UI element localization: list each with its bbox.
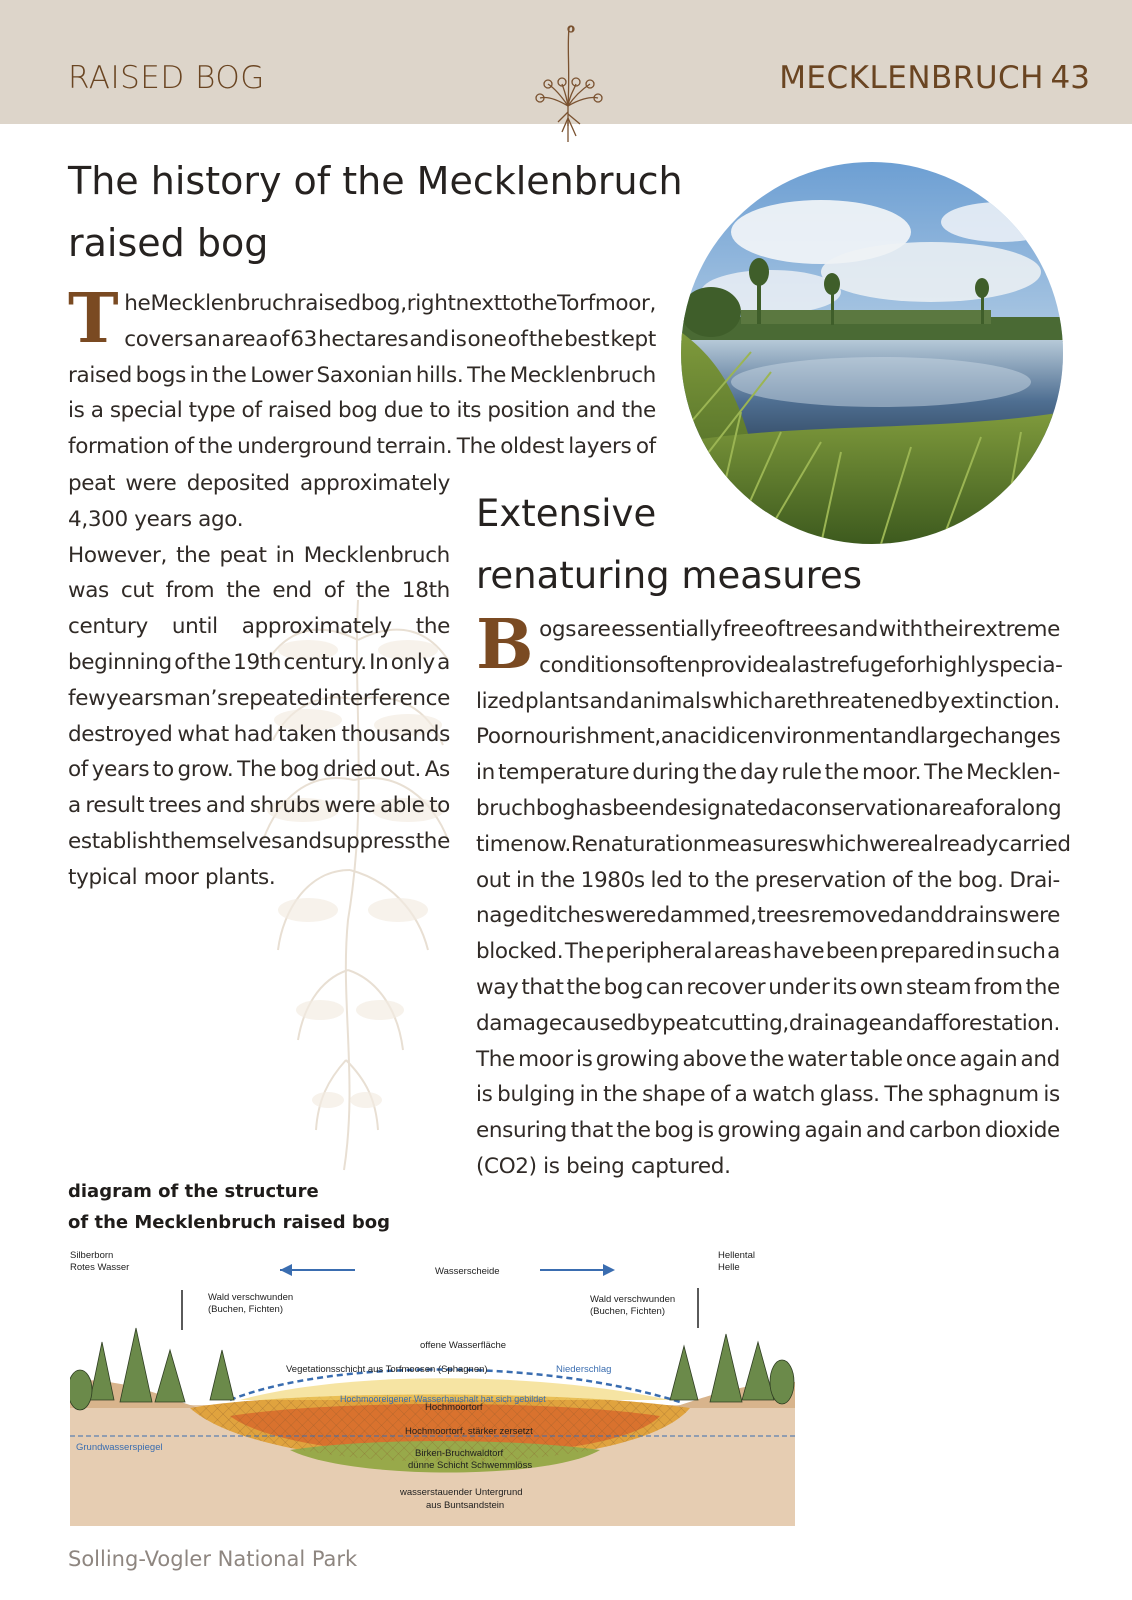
svg-text:Niederschlag: Niederschlag [556,1364,612,1375]
svg-text:Hochmooreigener Wasserhaushalt: Hochmooreigener Wasserhaushalt hat sich gebildet [340,1394,546,1404]
svg-text:dünne Schicht Schwemmlöss: dünne Schicht Schwemmlöss [408,1460,533,1471]
bog-cross-section-diagram [70,1250,795,1526]
svg-text:Birken-Bruchwaldtorf: Birken-Bruchwaldtorf [415,1448,504,1459]
dropcap-b: B [476,605,534,685]
intro-paragraph: T he Mecklenbruch raised bog, right next to the Torfmoor, covers an area of 63 hectares and is one of the best kept raised bogs in the Lower Saxonian hills. The Mecklenbruch is a special type of raised bog due to its position and the formation of the underground terrain. The oldest layers of [68,279,656,460]
svg-text:(Buchen, Fichten): (Buchen, Fichten) [208,1304,283,1315]
svg-text:Grundwasserspiegel: Grundwasserspiegel [76,1442,163,1453]
svg-text:Vegetationsschicht aus Torfmoo: Vegetationsschicht aus Torfmoosen (Sphagnen) [286,1364,488,1375]
svg-text:Silberborn: Silberborn [70,1250,114,1261]
svg-text:Hellental: Hellental [718,1250,755,1261]
page-number: 43 [1050,60,1090,96]
svg-text:Wasserscheide: Wasserscheide [435,1266,500,1277]
chapter-label: MECKLENBRUCH [779,60,1044,96]
dropcap-t: T [68,279,119,359]
sundew-plant-icon [528,18,610,146]
page-title: The history of the Mecklenbruch raised bog [68,159,683,265]
svg-text:Wald verschwunden: Wald verschwunden [208,1292,294,1303]
svg-text:Helle: Helle [718,1262,740,1273]
svg-text:offene Wasserfläche: offene Wasserfläche [420,1340,507,1351]
section-label: RAISED BOG [68,60,265,96]
svg-text:Hochmoortorf, stärker zersetzt: Hochmoortorf, stärker zersetzt [405,1426,533,1437]
svg-text:aus Buntsandstein: aus Buntsandstein [426,1500,505,1511]
svg-text:Rotes Wasser: Rotes Wasser [70,1262,130,1273]
svg-text:(Buchen, Fichten): (Buchen, Fichten) [590,1306,665,1317]
svg-text:Hochmoortorf: Hochmoortorf [425,1402,483,1413]
svg-text:Wald verschwunden: Wald verschwunden [590,1294,676,1305]
section-heading-renaturing: Extensive renaturing measures [476,492,863,597]
history-paragraph: peat were deposited approximately 4,300 years ago. However, the peat in Mecklenbruch was cut from the end of the 18th century until approximately the beginning of the 19th century. In only a few years man’s repeated interference destroyed what had taken thousands of years to grow. The bog dried out. As a result trees and shrubs were able to establish themselves and suppress the typical moor plants. [68,471,450,890]
svg-text:wasserstauender Untergrund: wasserstauender Untergrund [400,1487,523,1498]
diagram-caption: diagram of the structure of the Mecklenbruch raised bog [68,1181,391,1233]
renaturing-paragraph: B ogs are essentially free of trees and with their extreme conditions often provide a last refuge for highly specia- lized plants and animals which are threatened by extinction. Poor nourishment, an acidic environment and large changes in temperature during the day rule the moor. The Mecklen- bruch bog has been designated a conservation area for a long time now. Renaturation measures which were already carried out in the 1980s led to the preservation of the bog. Drai- nage ditches were dammed, trees removed and drains were blocked. The peripheral areas have been prepared in such a way that the bog can recover under its own steam from the damage caused by peat cutting, drainage and afforestation. The moor is growing above the water table once again and is bulging in the shape of a watch glass. The sphagnum is ensuring that the bog is growing again and carbon dioxide (CO2) is being captured. [476,605,1071,1179]
page-footer: Solling-Vogler National Park [68,1547,358,1571]
